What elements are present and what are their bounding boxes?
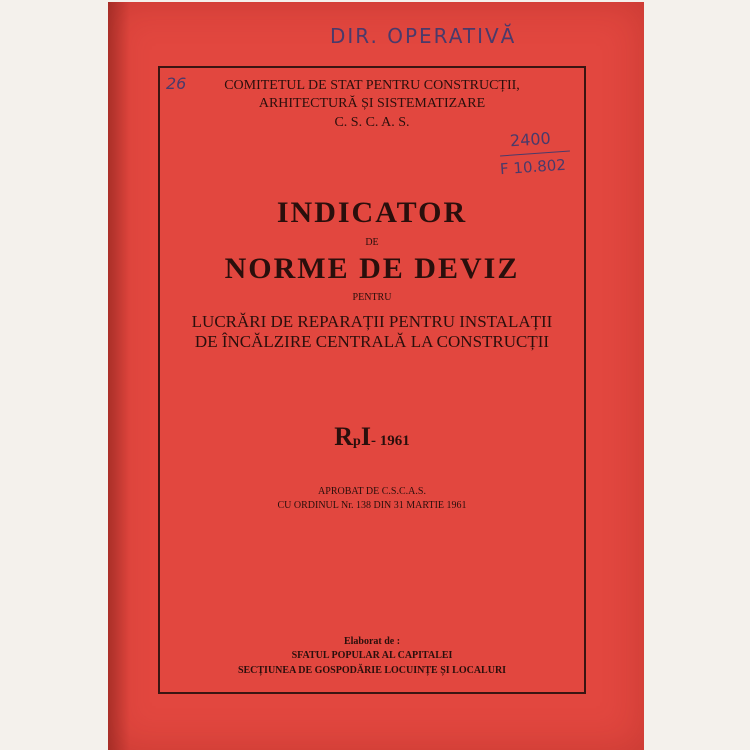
header-line-3: C. S. C. A. S. — [334, 115, 410, 130]
title-main-1: INDICATOR — [276, 196, 468, 229]
code-letter: I — [360, 422, 371, 451]
spine-shadow — [108, 2, 130, 750]
reference-number-bottom: F 10.802 — [499, 155, 567, 179]
reference-number-top: 2400 — [509, 128, 552, 151]
header-line-2: ARHITECTURĂ ȘI SISTEMATIZARE — [258, 96, 486, 111]
title-connector-1: DE — [365, 237, 379, 248]
footer-label: Elaborat de : — [343, 636, 401, 647]
handwritten-note: DIR. OPERATIVĂ — [330, 24, 517, 48]
footer-line-1: SFATUL POPULAR AL CAPITALEI — [291, 650, 453, 661]
subtitle-line-2: DE ÎNCĂLZIRE CENTRALĂ LA CONSTRUCȚII — [194, 332, 550, 351]
footer-line-2: SECȚIUNEA DE GOSPODĂRIE LOCUINȚE ȘI LOCALURI — [237, 665, 507, 676]
code-prefix: R — [334, 422, 354, 451]
code-year: - 1961 — [370, 433, 410, 449]
code-subscript: p — [353, 434, 361, 449]
corner-mark: 26 — [166, 74, 187, 93]
title-main-2: NORME DE DEVIZ — [224, 252, 520, 285]
document-code — [160, 422, 584, 452]
title-connector-2: PENTRU — [352, 292, 392, 303]
cover-frame — [158, 66, 586, 694]
approval-line-2: CU ORDINUL Nr. 138 DIN 31 MARTIE 1961 — [277, 500, 467, 511]
approval-line-1: APROBAT DE C.S.C.A.S. — [318, 486, 426, 497]
header-line-1: COMITETUL DE STAT PENTRU CONSTRUCȚII, — [224, 78, 520, 93]
book-cover — [108, 2, 644, 750]
subtitle-line-1: LUCRĂRI DE REPARAȚII PENTRU INSTALAȚII — [191, 312, 553, 331]
